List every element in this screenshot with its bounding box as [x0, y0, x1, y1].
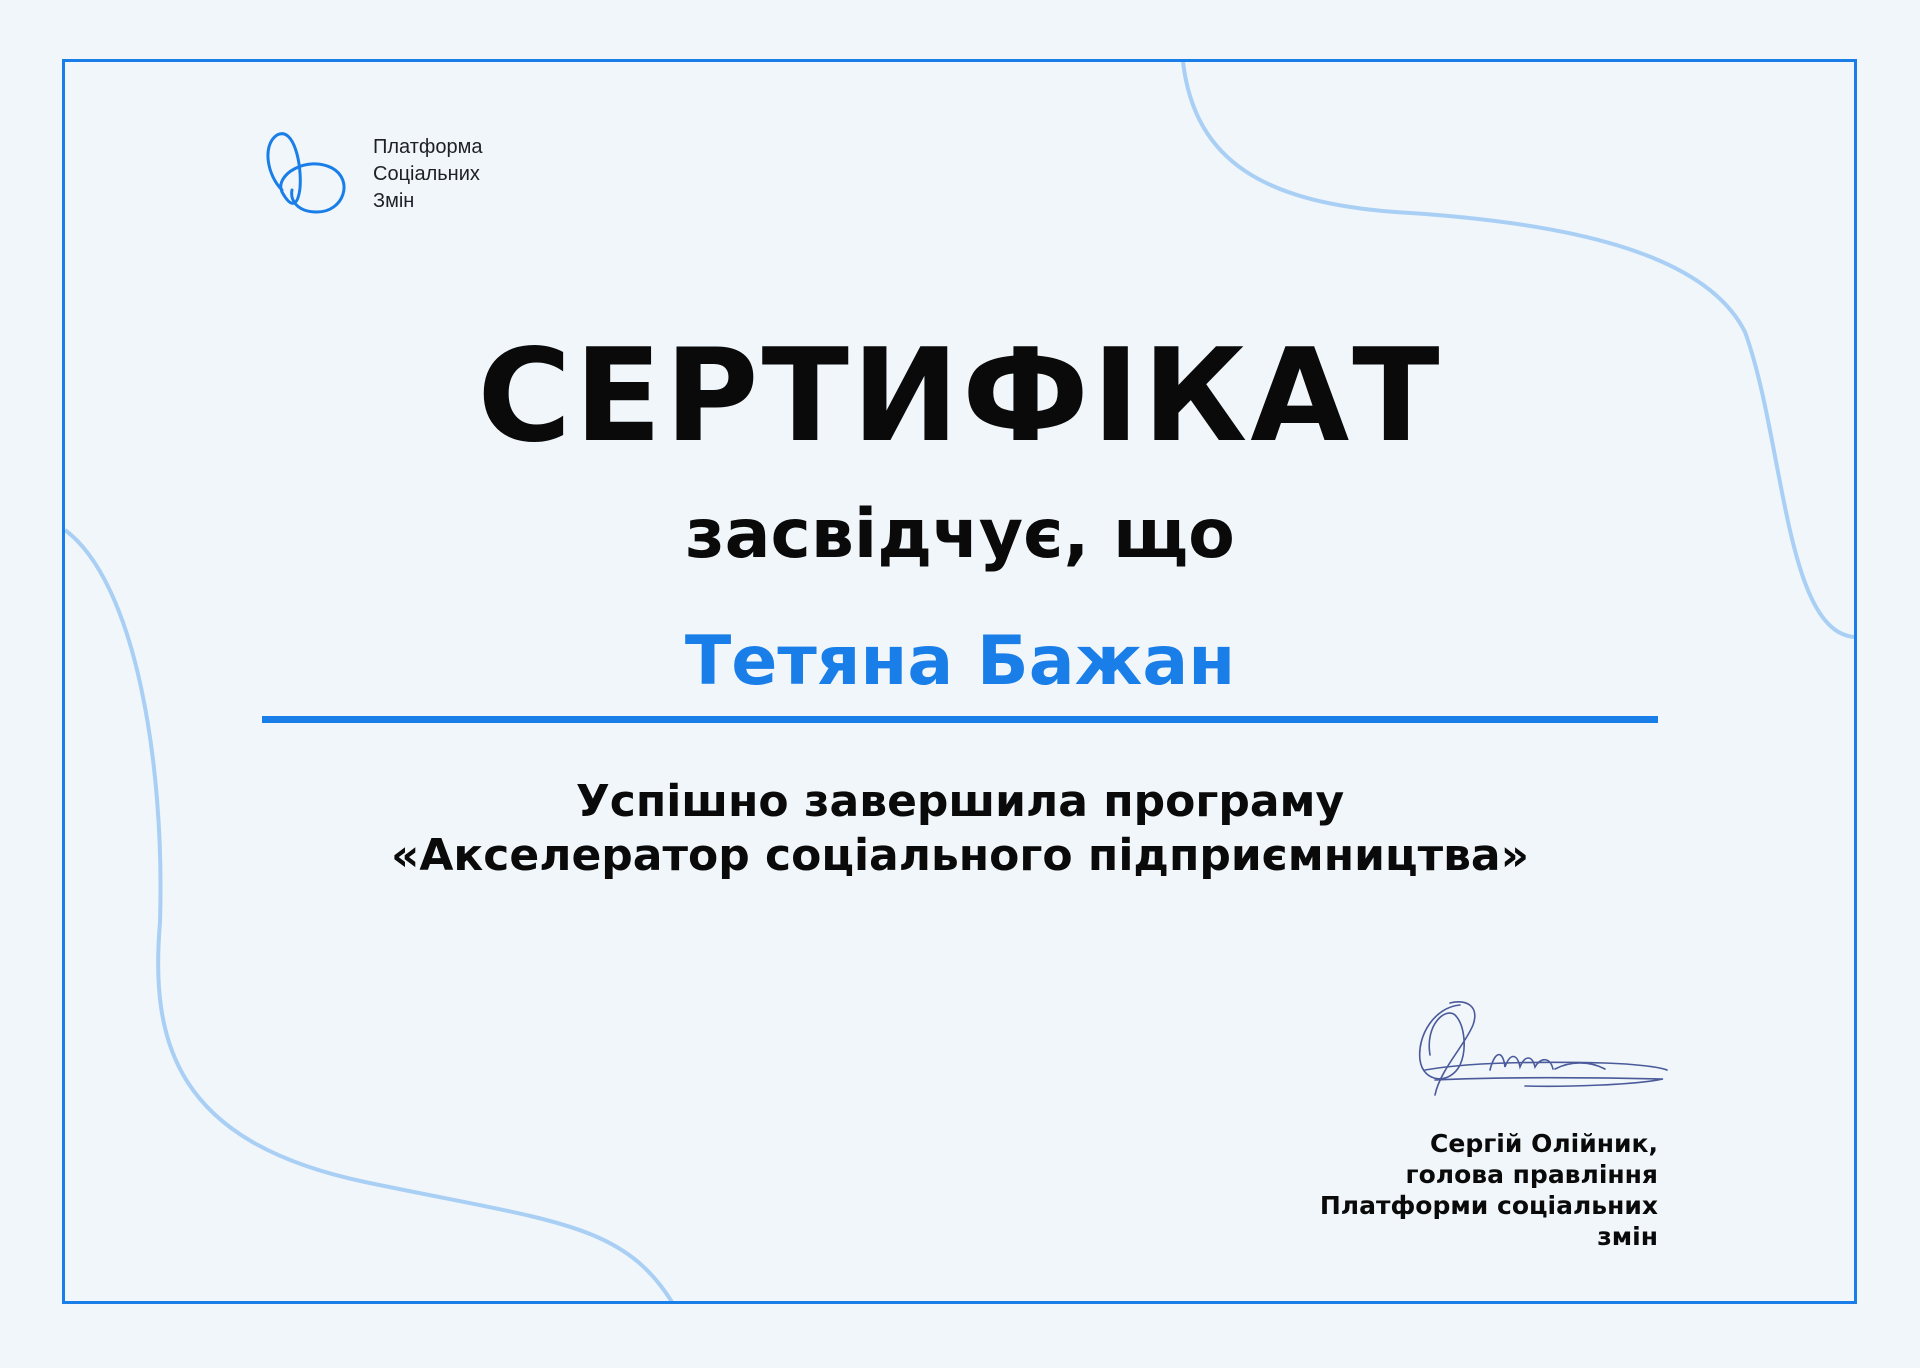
program-description [0, 775, 1920, 883]
handwritten-signature [1405, 995, 1670, 1105]
infinity-loop-logo-icon [262, 130, 357, 215]
logo-line: Платформа [373, 136, 483, 158]
name-underline [262, 716, 1658, 723]
signatory-line: Платформи соціальних [1319, 1191, 1658, 1220]
certificate-subtitle: засвідчує, що [685, 495, 1235, 574]
logo-line: Соціальних [373, 163, 480, 185]
signatory-block [1320, 1128, 1658, 1252]
logo-line: Змін [373, 190, 415, 212]
signatory-line: змін [1597, 1222, 1658, 1251]
program-line: «Акселератор соціального підприємництва» [390, 830, 1530, 881]
platform-logo [262, 130, 482, 215]
certificate-title: СЕРТИФІКАТ [477, 322, 1443, 471]
recipient-name: Тетяна Бажан [684, 622, 1236, 701]
logo-wordmark [373, 134, 482, 215]
signatory-line: Сергій Олійник, [1430, 1129, 1658, 1158]
signatory-line: голова правління [1405, 1160, 1658, 1189]
program-line: Успішно завершила програму [575, 776, 1345, 827]
